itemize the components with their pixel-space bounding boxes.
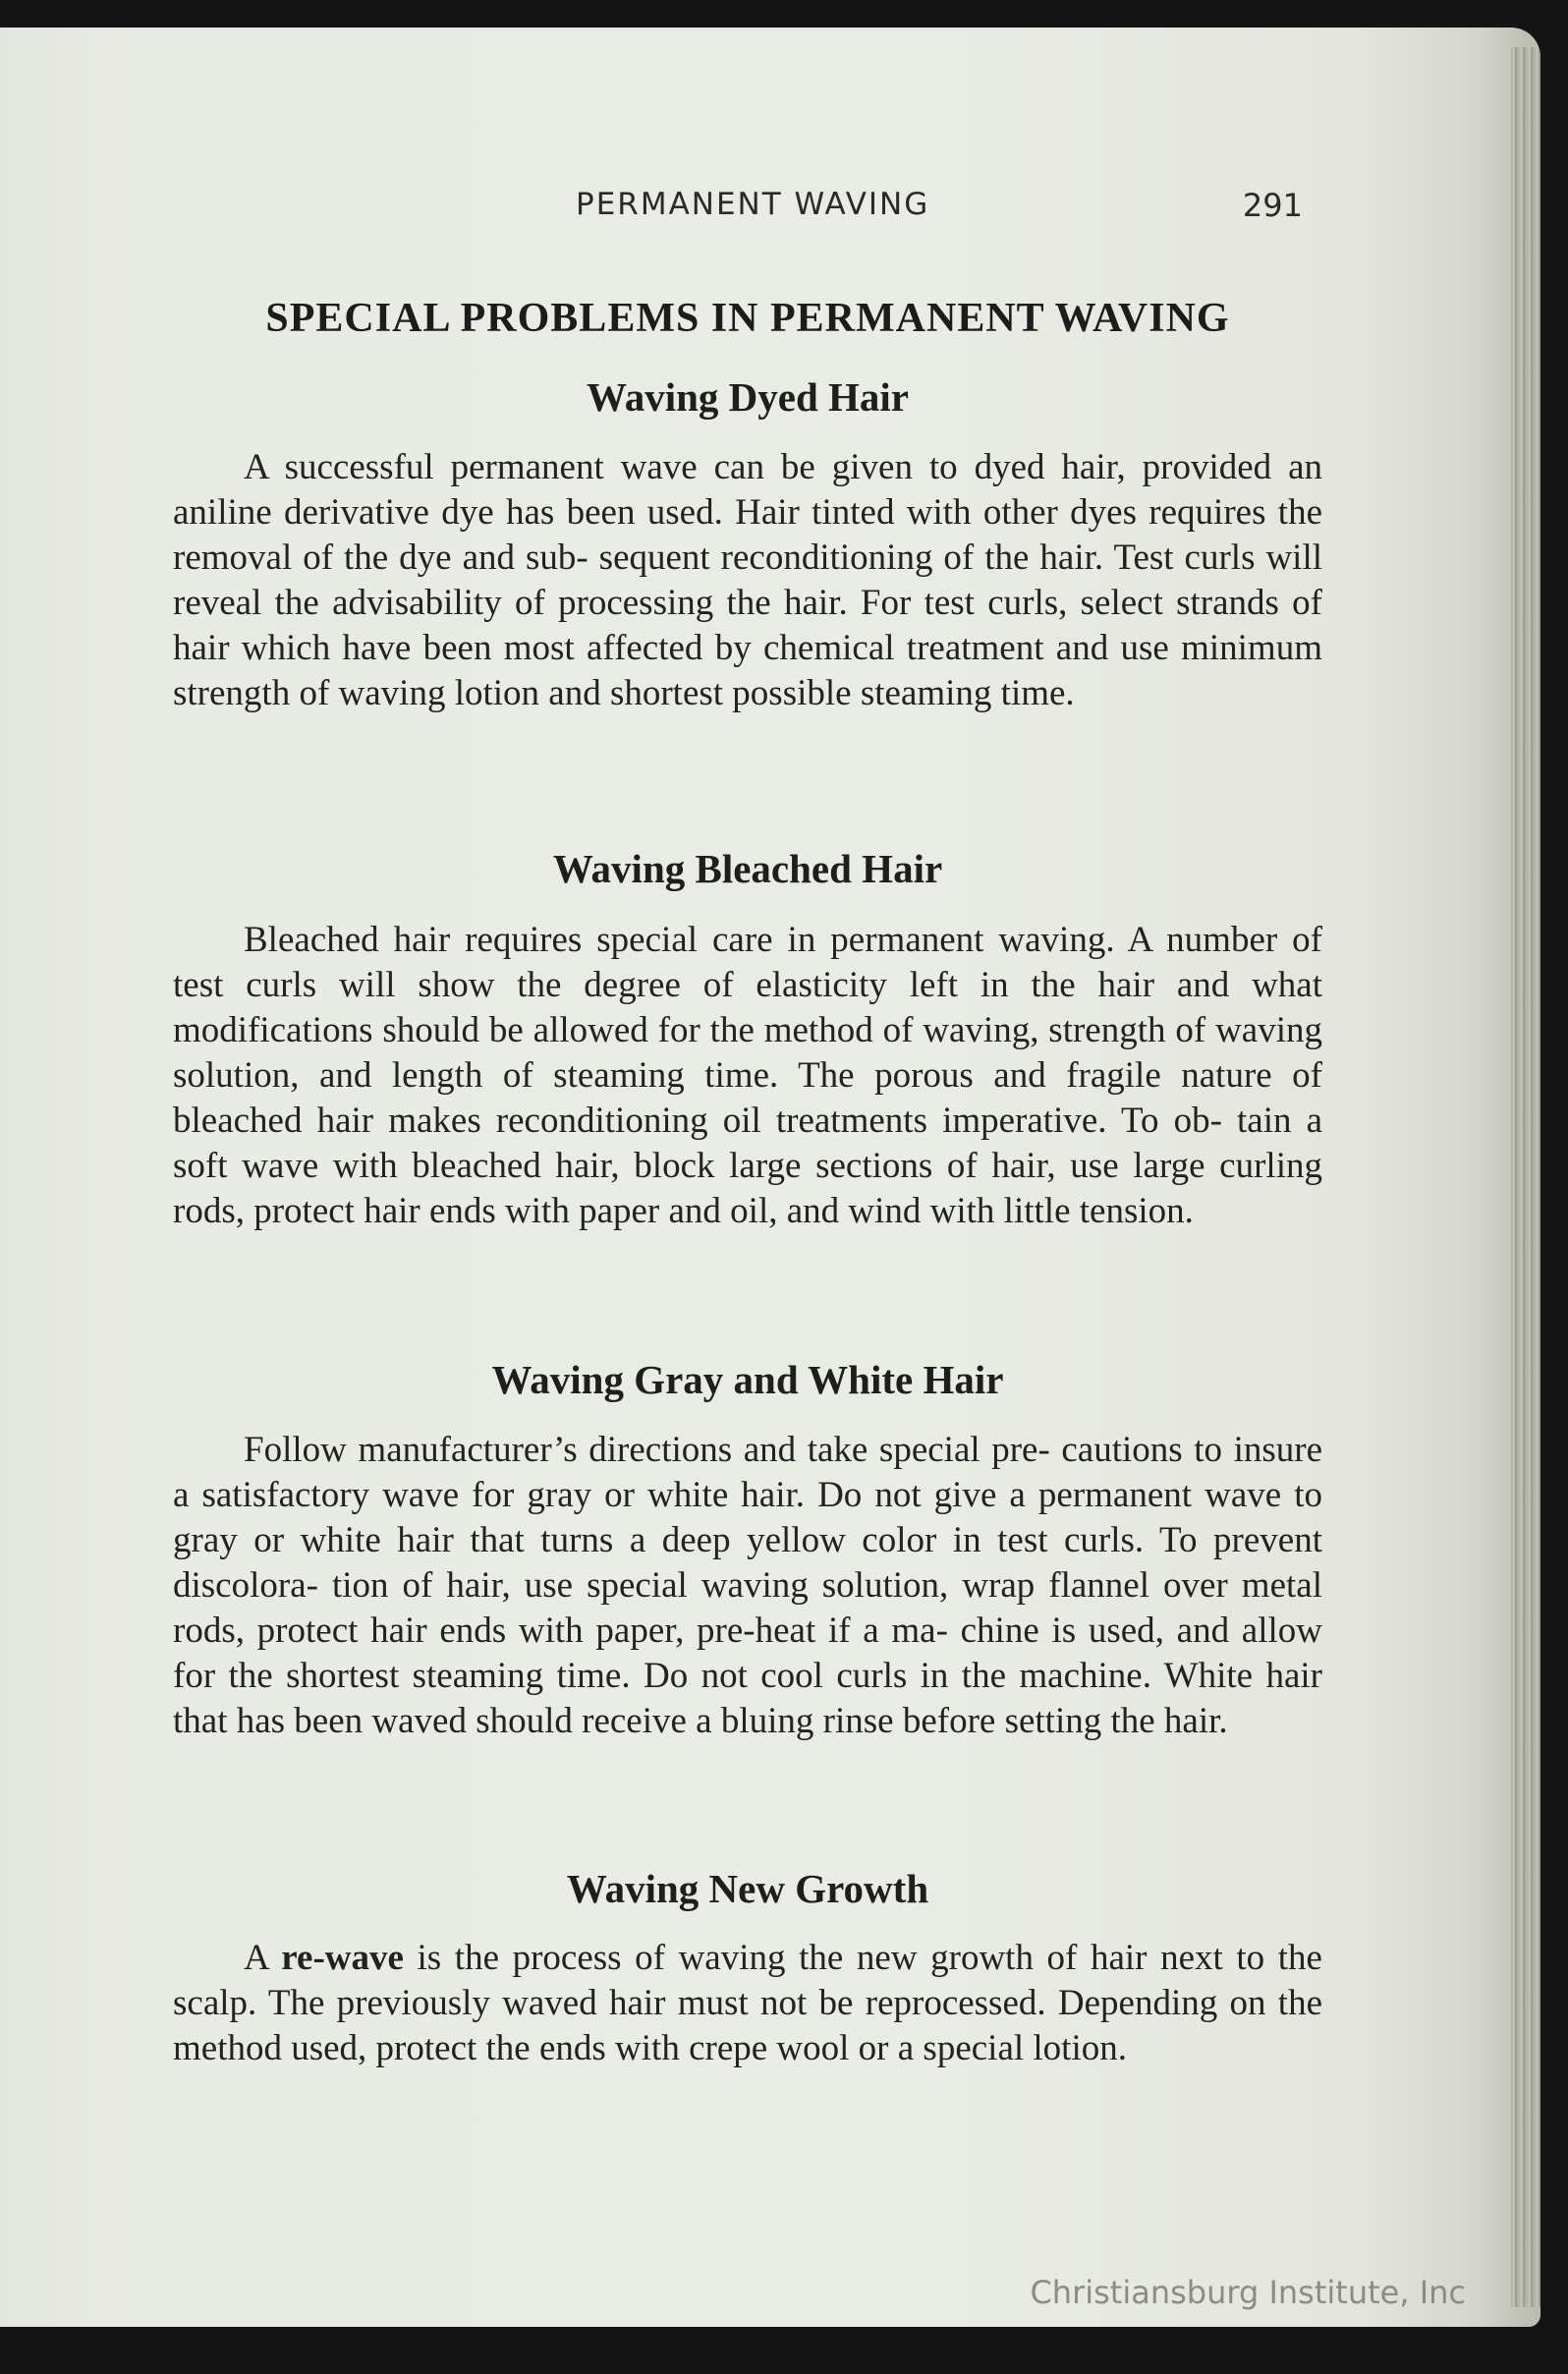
paragraph-rest: is the process of waving the new growth of hair next to the scalp. The previously waved hair must not be reprocessed. Depending on the method used, protect the ends with crepe wool or a special lotion. <box>173 1938 1322 2068</box>
heading-waving-bleached-hair: Waving Bleached Hair <box>552 846 943 891</box>
term-re-wave: re-wave <box>281 1938 404 1978</box>
running-head <box>173 187 1322 226</box>
heading-waving-gray-white-hair: Waving Gray and White Hair <box>491 1357 1004 1402</box>
paragraph-waving-gray-white-hair: Follow manufacturer’s directions and take special pre- cautions to insure a satisfactory wave for gray or white hair. Do not give a permanent wave to gray or white hair that turns a deep yellow color in test curls. To prevent discolora- tion of hair, use special waving solution, wrap flannel over metal rods, protect hair ends with paper, pre-heat if a ma- chine is used, and allow for the shortest steaming time. Do not cool curls in the machine. White hair that has been waved should receive a bluing rinse before setting the hair. <box>173 1430 1322 1741</box>
book-page <box>0 28 1540 2327</box>
watermark: Christiansburg Institute, Inc <box>1030 2274 1466 2311</box>
heading-waving-dyed-hair: Waving Dyed Hair <box>586 374 910 420</box>
paragraph-lead: A <box>244 1938 282 1978</box>
chapter-section-title: SPECIAL PROBLEMS IN PERMANENT WAVING <box>265 296 1230 341</box>
heading-waving-new-growth: Waving New Growth <box>566 1866 929 1911</box>
page-number: 291 <box>1242 187 1303 224</box>
paragraph-waving-new-growth <box>173 1936 1322 2071</box>
running-title: PERMANENT WAVING <box>576 187 930 222</box>
paragraph-waving-dyed-hair: A successful permanent wave can be given to dyed hair, provided an aniline derivative dye has been used. Hair tinted with other dyes requires the removal of the dye and sub- sequent reconditioning of the hair. Test curls will reveal the advisability of processing the hair. For test curls, select strands of hair which have been most affected by chemical treatment and use minimum strength of waving lotion and shortest possible steaming time. <box>173 447 1322 713</box>
page-edge-shading <box>1511 47 1540 2307</box>
paragraph-waving-bleached-hair: Bleached hair requires special care in permanent waving. A number of test curls will show the degree of elasticity left in the hair and what modifications should be allowed for the method of waving, strength of waving solution, and length of steaming time. The porous and fragile nature of bleached hair makes reconditioning oil treatments imperative. To ob- tain a soft wave with bleached hair, block large sections of hair, use large curling rods, protect hair ends with paper and oil, and wind with little tension. <box>173 920 1322 1231</box>
